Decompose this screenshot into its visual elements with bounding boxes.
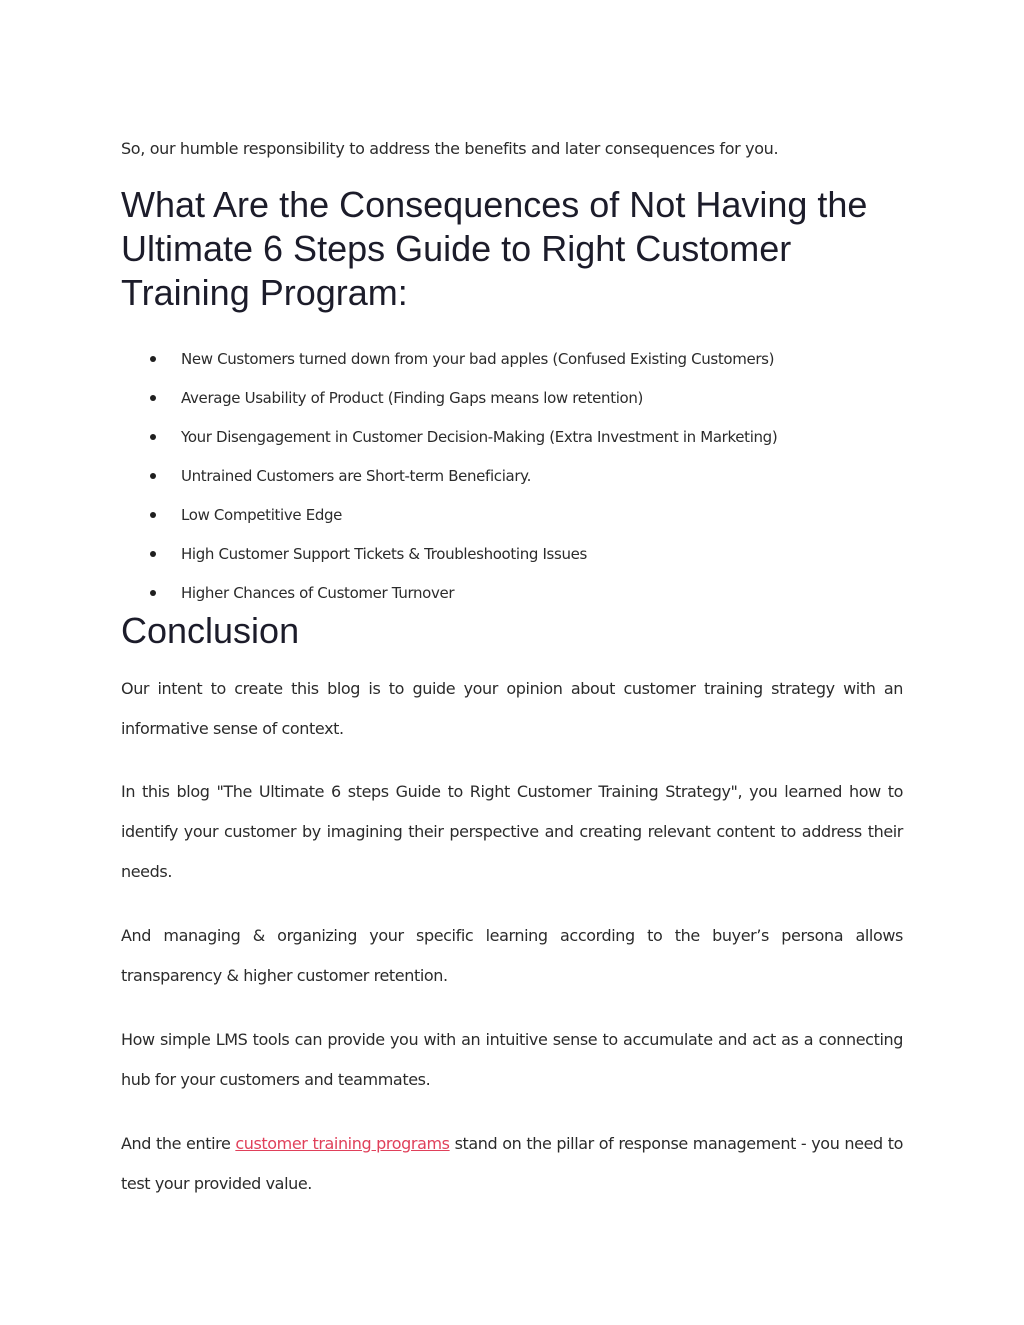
- list-item-text: Higher Chances of Customer Turnover: [181, 584, 455, 602]
- list-item: [121, 536, 777, 575]
- list-item: [121, 458, 777, 497]
- list-item: [121, 341, 777, 380]
- bullet-icon: [150, 473, 156, 479]
- bullet-icon: [150, 356, 156, 362]
- paragraph-text: stand on the pillar of response management - you need to test your provided value.: [121, 1134, 903, 1193]
- list-item-text: Average Usability of Product (Finding Gaps means low retention): [181, 389, 644, 407]
- bullet-icon: [150, 395, 156, 401]
- intro-paragraph: So, our humble responsibility to address the benefits and later consequences for you.: [121, 139, 779, 158]
- list-item-text: New Customers turned down from your bad apples (Confused Existing Customers): [181, 350, 775, 368]
- section-heading-consequences: What Are the Consequences of Not Having the Ultimate 6 Steps Guide to Right Customer Training Program:: [121, 184, 868, 313]
- bullet-icon: [150, 551, 156, 557]
- list-item: [121, 419, 777, 458]
- customer-training-programs-link[interactable]: customer training programs: [235, 1134, 450, 1153]
- conclusion-paragraph-5: [121, 1124, 903, 1204]
- conclusion-paragraph-2: In this blog "The Ultimate 6 steps Guide to Right Customer Training Strategy", you learned how to identify your customer by imagining their perspective and creating relevant content to address their needs.: [121, 782, 903, 881]
- list-item: [121, 497, 777, 536]
- list-item-text: High Customer Support Tickets & Troubleshooting Issues: [181, 545, 587, 563]
- list-item-text: Your Disengagement in Customer Decision-Making (Extra Investment in Marketing): [181, 428, 778, 446]
- conclusion-paragraph-1: Our intent to create this blog is to guide your opinion about customer training strategy with an informative sense of context.: [121, 679, 903, 738]
- bullet-icon: [150, 512, 156, 518]
- list-item-text: Untrained Customers are Short-term Beneficiary.: [181, 467, 531, 485]
- bullet-icon: [150, 434, 156, 440]
- consequences-list: [121, 341, 777, 614]
- list-item: [121, 380, 777, 419]
- conclusion-paragraph-3: And managing & organizing your specific learning according to the buyer’s persona allows transparency & higher customer retention.: [121, 926, 903, 985]
- bullet-icon: [150, 590, 156, 596]
- paragraph-text: And the entire: [121, 1134, 236, 1153]
- conclusion-paragraph-4: How simple LMS tools can provide you with an intuitive sense to accumulate and act as a connecting hub for your customers and teammates.: [121, 1030, 903, 1089]
- list-item-text: Low Competitive Edge: [181, 506, 343, 524]
- section-heading-conclusion: Conclusion: [121, 610, 300, 651]
